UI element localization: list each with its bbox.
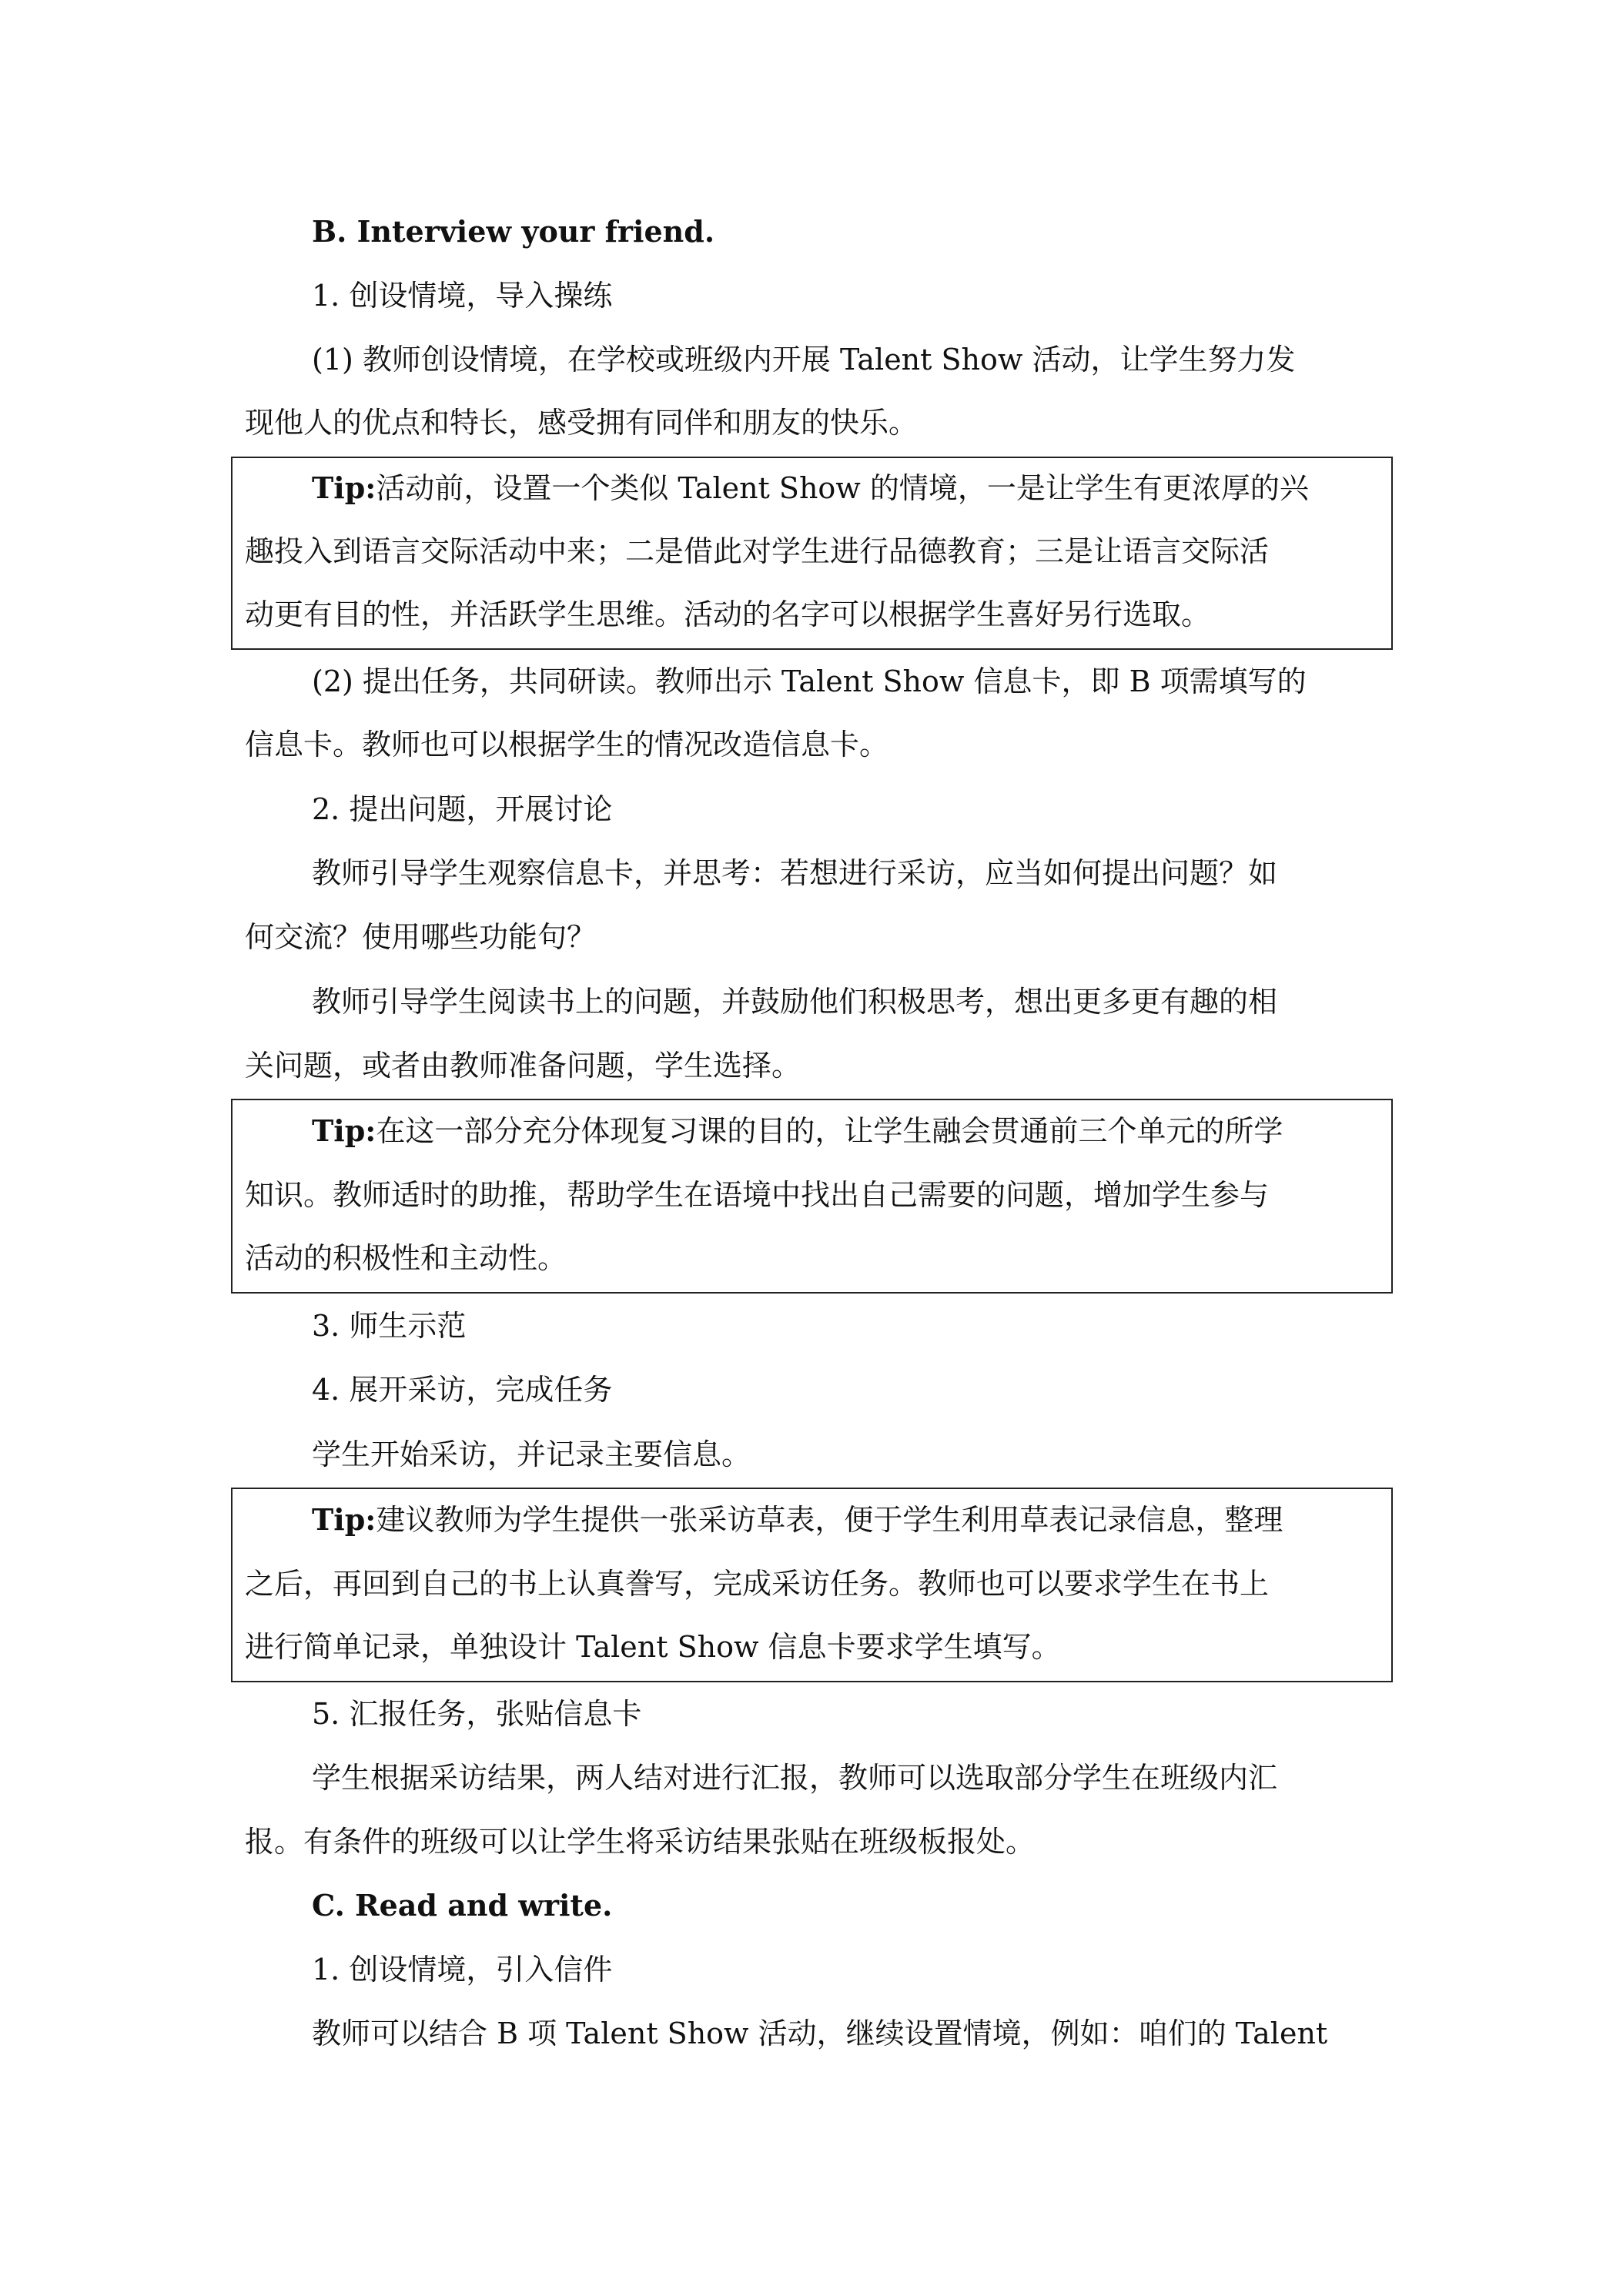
step-4-title: 4. 展开采访，完成任务	[312, 1373, 613, 1407]
tip-3-line-2: 之后，再回到自己的书上认真誊写，完成采访任务。教师也可以要求学生在书上	[245, 1567, 1270, 1601]
section-c-heading: C. Read and write.	[312, 1888, 613, 1923]
tip-1-text: 活动前，设置一个类似 Talent Show 的情境，一是让学生有更浓厚的兴	[376, 471, 1309, 505]
step-3-title: 3. 师生示范	[312, 1309, 467, 1343]
paragraph-6-line-1: 学生根据采访结果，两人结对进行汇报，教师可以选取部分学生在班级内汇	[312, 1761, 1278, 1795]
paragraph-1-line-1: (1) 教师创设情境，在学校或班级内开展 Talent Show 活动，让学生努力发	[312, 343, 1296, 377]
paragraph-2-line-2: 信息卡。教师也可以根据学生的情况改造信息卡。	[245, 728, 889, 761]
paragraph-6-line-2: 报。有条件的班级可以让学生将采访结果张贴在班级板报处。	[245, 1825, 1036, 1859]
paragraph-4-line-2: 关问题，或者由教师准备问题，学生选择。	[245, 1049, 801, 1083]
tip-1-line-3: 动更有目的性，并活跃学生思维。活动的名字可以根据学生喜好另行选取。	[245, 597, 1211, 631]
tip-1-line-1	[312, 470, 1309, 505]
paragraph-3-line-1: 教师引导学生观察信息卡，并思考：若想进行采访，应当如何提出问题？如	[312, 856, 1278, 890]
section-c-step-1-title: 1. 创设情境，引入信件	[312, 1953, 613, 1986]
step-5-title: 5. 汇报任务，张贴信息卡	[312, 1697, 642, 1731]
tip-3-label: Tip:	[312, 1502, 376, 1537]
tip-2-label: Tip:	[312, 1113, 376, 1148]
paragraph-4-line-1: 教师引导学生阅读书上的问题，并鼓励他们积极思考，想出更多更有趣的相	[312, 985, 1278, 1019]
step-2-title: 2. 提出问题，开展讨论	[312, 792, 613, 826]
step-1-title: 1. 创设情境，导入操练	[312, 279, 613, 313]
tip-1-label: Tip:	[312, 470, 376, 505]
paragraph-3-line-2: 何交流？使用哪些功能句？	[245, 920, 597, 954]
paragraph-2-line-1: (2) 提出任务，共同研读。教师出示 Talent Show 信息卡，即 B 项需填写的	[312, 664, 1307, 698]
tip-2-line-3: 活动的积极性和主动性。	[245, 1241, 567, 1275]
tip-3-text: 建议教师为学生提供一张采访草表，便于学生利用草表记录信息，整理	[376, 1503, 1283, 1537]
tip-1-line-2: 趣投入到语言交际活动中来；二是借此对学生进行品德教育；三是让语言交际活	[245, 534, 1270, 568]
tip-2-text: 在这一部分充分体现复习课的目的，让学生融会贯通前三个单元的所学	[376, 1114, 1283, 1148]
tip-3-line-3: 进行简单记录，单独设计 Talent Show 信息卡要求学生填写。	[245, 1630, 1061, 1664]
paragraph-5: 学生开始采访，并记录主要信息。	[312, 1438, 751, 1471]
tip-2-line-1	[312, 1113, 1283, 1148]
tip-2-line-2: 知识。教师适时的助推，帮助学生在语境中找出自己需要的问题，增加学生参与	[245, 1178, 1270, 1212]
section-c-paragraph-1-line-1: 教师可以结合 B 项 Talent Show 活动，继续设置情境，例如：咱们的 Talent	[312, 2017, 1328, 2050]
paragraph-1-line-2: 现他人的优点和特长，感受拥有同伴和朋友的快乐。	[245, 406, 919, 440]
tip-3-line-1	[312, 1502, 1283, 1537]
section-b-heading: B. Interview your friend.	[312, 214, 715, 249]
